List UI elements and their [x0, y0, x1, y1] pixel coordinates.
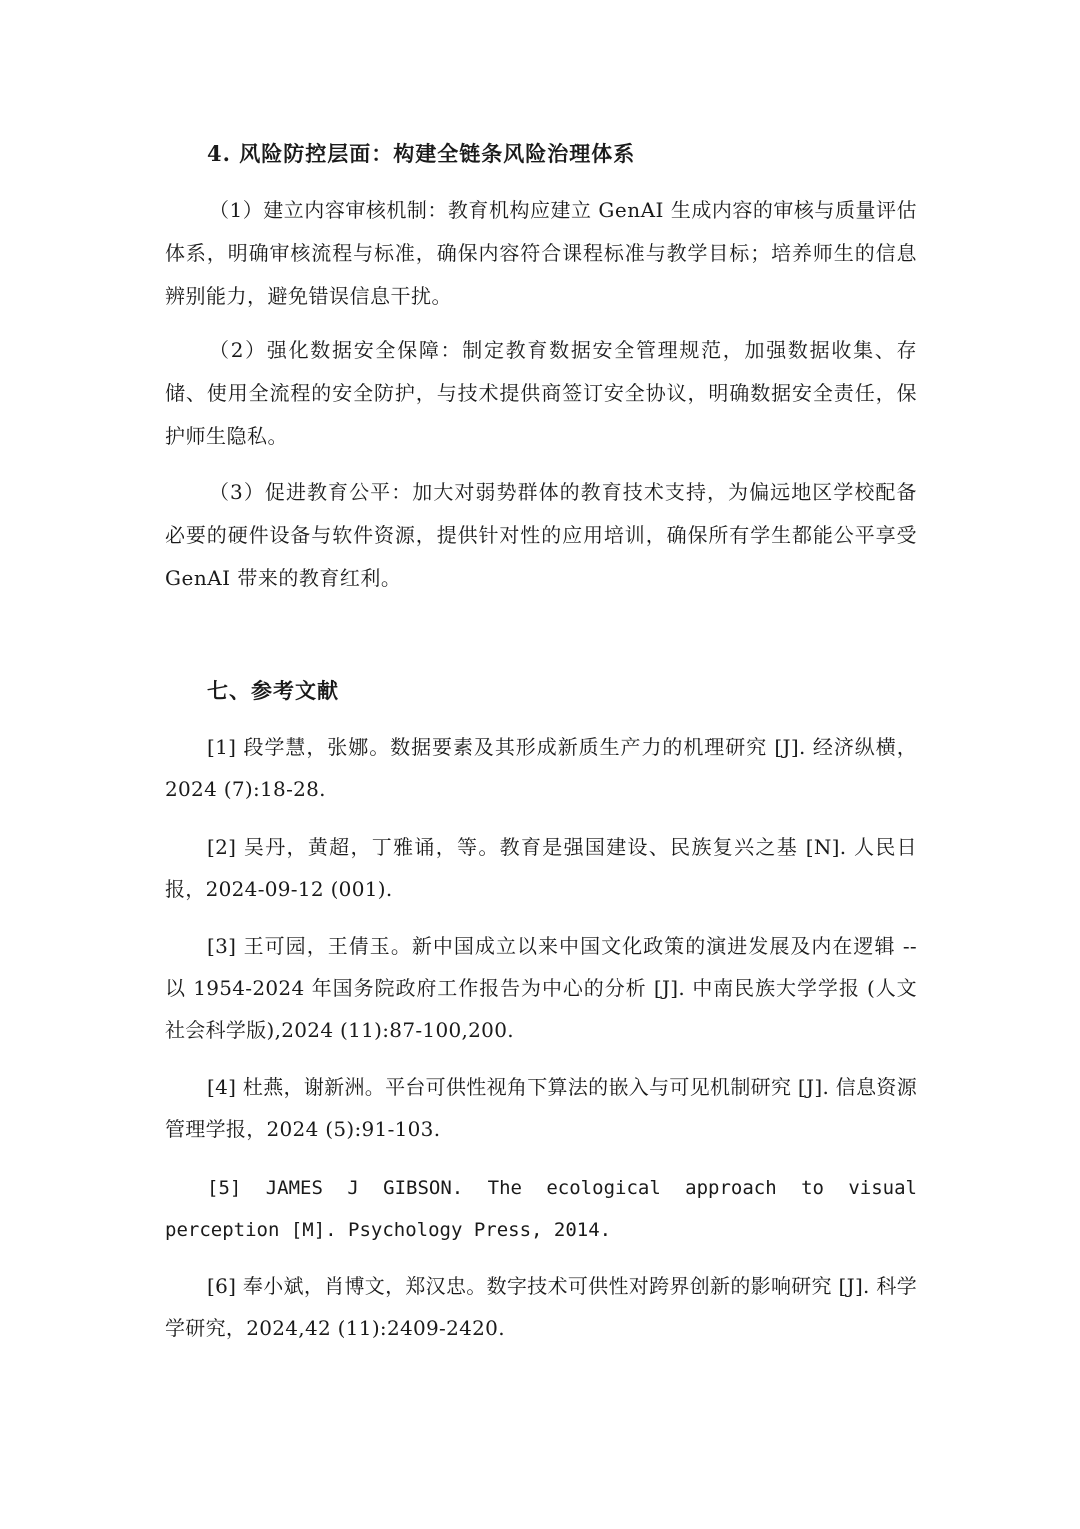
reference-item-3: [3] 王可园，王倩玉。新中国成立以来中国文化政策的演进发展及内在逻辑 -- 以 1954-2024 年国务院政府工作报告为中心的分析 [J]. 中南民族大学学报 (人文社会科学版),2024 (11):87-100,200.: [165, 934, 917, 1042]
paragraph-data-security: （2）强化数据安全保障：制定教育数据安全管理规范，加强数据收集、存储、使用全流程的安全防护，与技术提供商签订安全协议，明确数据安全责任，保护师生隐私。: [165, 338, 917, 448]
references-heading: 七、参考文献: [207, 678, 339, 703]
reference-item-2: [2] 吴丹，黄超，丁雅诵，等。教育是强国建设、民族复兴之基 [N]. 人民日报，2024-09-12 (001).: [165, 835, 917, 901]
section-heading-risk-control: 4. 风险防控层面：构建全链条风险治理体系: [207, 141, 636, 166]
reference-item-1: [1] 段学慧，张娜。数据要素及其形成新质生产力的机理研究 [J]. 经济纵横，2024 (7):18-28.: [165, 735, 917, 801]
reference-item-5: [5] JAMES J GIBSON. The ecological approach to visual perception [M]. Psychology Press, 2014.: [165, 1177, 917, 1241]
paragraph-education-equity: （3）促进教育公平：加大对弱势群体的教育技术支持，为偏远地区学校配备必要的硬件设备与软件资源，提供针对性的应用培训，确保所有学生都能公平享受 GenAI 带来的教育红利。: [165, 480, 917, 590]
reference-item-6: [6] 奉小斌，肖博文，郑汉忠。数字技术可供性对跨界创新的影响研究 [J]. 科学学研究，2024,42 (11):2409-2420.: [165, 1274, 917, 1340]
paragraph-content-review: （1）建立内容审核机制：教育机构应建立 GenAI 生成内容的审核与质量评估体系，明确审核流程与标准，确保内容符合课程标准与教学目标；培养师生的信息辨别能力，避免错误信息干扰。: [165, 198, 917, 308]
reference-item-4: [4] 杜燕，谢新洲。平台可供性视角下算法的嵌入与可见机制研究 [J]. 信息资源管理学报，2024 (5):91-103.: [165, 1075, 917, 1141]
